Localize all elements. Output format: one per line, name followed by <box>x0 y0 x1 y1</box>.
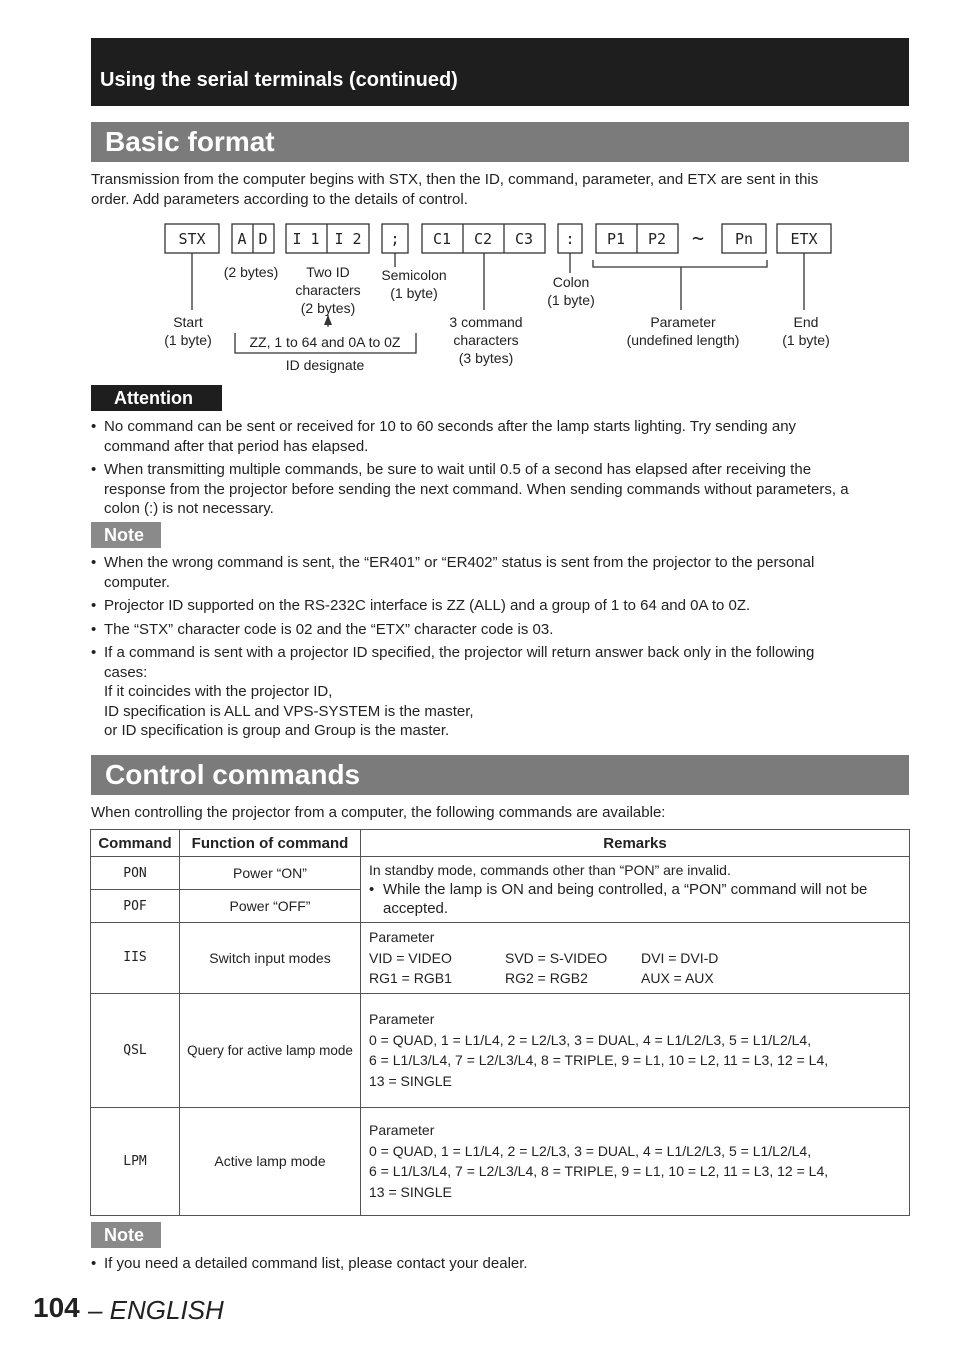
list-line: ID specification is ALL and VPS-SYSTEM is the master, <box>104 702 474 720</box>
header-remarks: Remarks <box>361 830 910 857</box>
remarks-line: Parameter <box>369 929 435 945</box>
table-row <box>91 923 910 994</box>
remarks-line: 6 = L1/L3/L4, 7 = L2/L3/L4, 8 = TRIPLE, 9 = L1, 10 = L2, 11 = L3, 12 = L4, <box>369 1163 829 1179</box>
grid-cell: VID = VIDEO <box>369 949 452 966</box>
command-code: PON <box>91 857 180 890</box>
list-line: • Projector ID supported on the RS-232C interface is ZZ (ALL) and a group of 1 to 64 and 0A to 0Z. <box>104 597 751 614</box>
remarks-line: 0 = QUAD, 1 = L1/L4, 2 = L2/L3, 3 = DUAL, 4 = L1/L2/L3, 5 = L1/L2/L4, <box>369 1031 812 1048</box>
command-label-2: characters <box>453 332 519 348</box>
commands-table <box>90 829 910 1216</box>
d-box-text: D <box>258 230 268 248</box>
grid-cell: RG1 = RGB1 <box>369 970 452 986</box>
remarks-line: 6 = L1/L3/L4, 7 = L2/L3/L4, 8 = TRIPLE, 9 = L1, 10 = L2, 11 = L3, 12 = L4, <box>369 1052 829 1068</box>
colon-label-2: (1 byte) <box>547 292 595 308</box>
list-line: • When the wrong command is sent, the “ER401” or “ER402” status is sent from the projector to the personal <box>104 554 815 571</box>
list-line: computer. <box>104 573 170 591</box>
two-bytes-label: (2 bytes) <box>223 264 279 280</box>
note-label: Note <box>104 1225 144 1245</box>
two-id-label-2: characters <box>295 282 361 298</box>
a-box-text: A <box>237 230 247 248</box>
c2-box-text: C2 <box>473 230 493 248</box>
i2-box-text: I 2 <box>334 230 362 248</box>
list-item <box>91 460 909 519</box>
parameter-label-2: (undefined length) <box>626 332 740 348</box>
etx-box-text: ETX <box>790 230 818 248</box>
intro-line: order. Add parameters according to the details of control. <box>91 191 468 208</box>
command-remarks <box>361 993 910 1107</box>
grid-cell: DVI = DVI-D <box>641 949 719 966</box>
format-diagram <box>0 215 954 380</box>
list-item <box>91 620 909 640</box>
list-line: response from the projector before sending the next command. When sending commands without parameters, a <box>104 480 849 498</box>
remarks-line: 13 = SINGLE <box>369 1072 452 1089</box>
basic-format-intro <box>91 170 909 210</box>
semicolon-box-text: ; <box>390 230 400 248</box>
semicolon-label-2: (1 byte) <box>390 285 438 301</box>
note-list <box>91 553 909 745</box>
table-row <box>91 993 910 1107</box>
note-label: Note <box>104 525 144 545</box>
remarks-line: While the lamp is ON and being controlled, a “PON” command will not be <box>383 881 868 898</box>
list-line: • No command can be sent or received for 10 to 60 seconds after the lamp starts lighting. Try sending any <box>104 418 797 435</box>
table-row <box>91 857 910 890</box>
p2-box-text: P2 <box>647 230 667 248</box>
grid-cell: RG2 = RGB2 <box>505 970 588 986</box>
zz-label: ZZ, 1 to 64 and 0A to 0Z <box>249 334 401 350</box>
command-function: Power “OFF” <box>180 890 361 923</box>
banner-title: Using the serial terminals (continued) <box>100 69 458 91</box>
command-remarks <box>361 923 910 994</box>
c3-box-text: C3 <box>514 230 534 248</box>
list-item <box>91 417 909 456</box>
list-line: • If a command is sent with a projector ID specified, the projector will return answer back only in the following <box>104 644 815 661</box>
intro-line: Transmission from the computer begins with STX, then the ID, command, parameter, and ETX are sent in this <box>91 171 819 188</box>
page-language: – ENGLISH <box>88 1295 224 1325</box>
list-line: command after that period has elapsed. <box>104 437 369 455</box>
command-remarks <box>361 857 910 923</box>
stx-box-text: STX <box>178 230 206 248</box>
control-commands-heading <box>91 755 909 795</box>
command-code: QSL <box>91 993 180 1107</box>
command-label-1: 3 command <box>449 314 523 330</box>
semicolon-label-1: Semicolon <box>381 267 447 283</box>
command-function: Switch input modes <box>180 923 361 994</box>
note-tag <box>91 1222 161 1248</box>
grid-cell: SVD = S-VIDEO <box>505 949 608 966</box>
remarks-line: accepted. <box>383 900 449 917</box>
attention-label: Attention <box>114 388 193 408</box>
list-item <box>91 596 909 616</box>
header-function: Function of command <box>180 830 361 857</box>
page-number: 104 <box>33 1292 80 1323</box>
list-line: colon (:) is not necessary. <box>104 500 274 517</box>
note-list <box>91 1254 909 1278</box>
grid-cell: AUX = AUX <box>641 970 714 986</box>
command-function: Power “ON” <box>180 857 361 890</box>
list-item <box>91 553 909 592</box>
two-id-label-1: Two ID <box>306 264 350 280</box>
remarks-line: Parameter <box>369 1122 435 1138</box>
command-code: POF <box>91 890 180 923</box>
control-commands-title: Control commands <box>105 759 361 790</box>
i1-box-text: I 1 <box>292 230 320 248</box>
input-mode-grid <box>369 948 901 989</box>
list-line: If it coincides with the projector ID, <box>104 683 333 700</box>
c1-box-text: C1 <box>432 230 452 248</box>
table-row <box>91 1107 910 1215</box>
command-function: Query for active lamp mode <box>180 993 361 1107</box>
remarks-line: Parameter <box>369 1011 435 1027</box>
id-designate-label: ID designate <box>285 357 365 373</box>
attention-tag <box>91 385 222 411</box>
end-label-2: (1 byte) <box>782 332 830 348</box>
tilde-text: ~ <box>691 226 705 250</box>
colon-label-1: Colon <box>552 274 590 290</box>
start-label-2: (1 byte) <box>164 332 212 348</box>
control-commands-intro: When controlling the projector from a computer, the following commands are available: <box>91 804 666 821</box>
remarks-line: 0 = QUAD, 1 = L1/L4, 2 = L2/L3, 3 = DUAL, 4 = L1/L2/L3, 5 = L1/L2/L4, <box>369 1142 812 1159</box>
table-header-row <box>91 830 910 857</box>
command-code: LPM <box>91 1107 180 1215</box>
command-remarks <box>361 1107 910 1215</box>
command-code: IIS <box>91 923 180 994</box>
basic-format-heading <box>91 122 909 162</box>
parameter-label-1: Parameter <box>650 314 716 330</box>
remarks-line: 13 = SINGLE <box>369 1183 452 1200</box>
remarks-line: In standby mode, commands other than “PON” are invalid. <box>369 862 731 878</box>
start-label-1: Start <box>173 314 203 330</box>
command-function: Active lamp mode <box>180 1107 361 1215</box>
header-command: Command <box>91 830 180 857</box>
note-tag <box>91 522 161 548</box>
remarks-bullet: • While the lamp is ON and being controlled, a “PON” command will not be accepted. <box>369 880 901 918</box>
pn-box-text: Pn <box>734 230 754 248</box>
command-label-3: (3 bytes) <box>458 350 514 366</box>
section-banner <box>91 38 909 106</box>
two-id-label-3: (2 bytes) <box>300 300 356 316</box>
attention-list <box>91 417 909 523</box>
end-label-1: End <box>793 314 819 330</box>
basic-format-title: Basic format <box>105 126 275 157</box>
list-line: or ID specification is group and Group is the master. <box>104 722 450 739</box>
list-item <box>91 643 909 741</box>
list-line: • When transmitting multiple commands, be sure to wait until 0.5 of a second has elapsed after receiving the <box>104 461 812 478</box>
list-line: • The “STX” character code is 02 and the “ETX” character code is 03. <box>104 620 554 638</box>
colon-box-text: : <box>565 230 575 248</box>
list-item: • If you need a detailed command list, please contact your dealer. <box>91 1254 909 1274</box>
list-line: cases: <box>104 663 148 681</box>
p1-box-text: P1 <box>606 230 626 248</box>
